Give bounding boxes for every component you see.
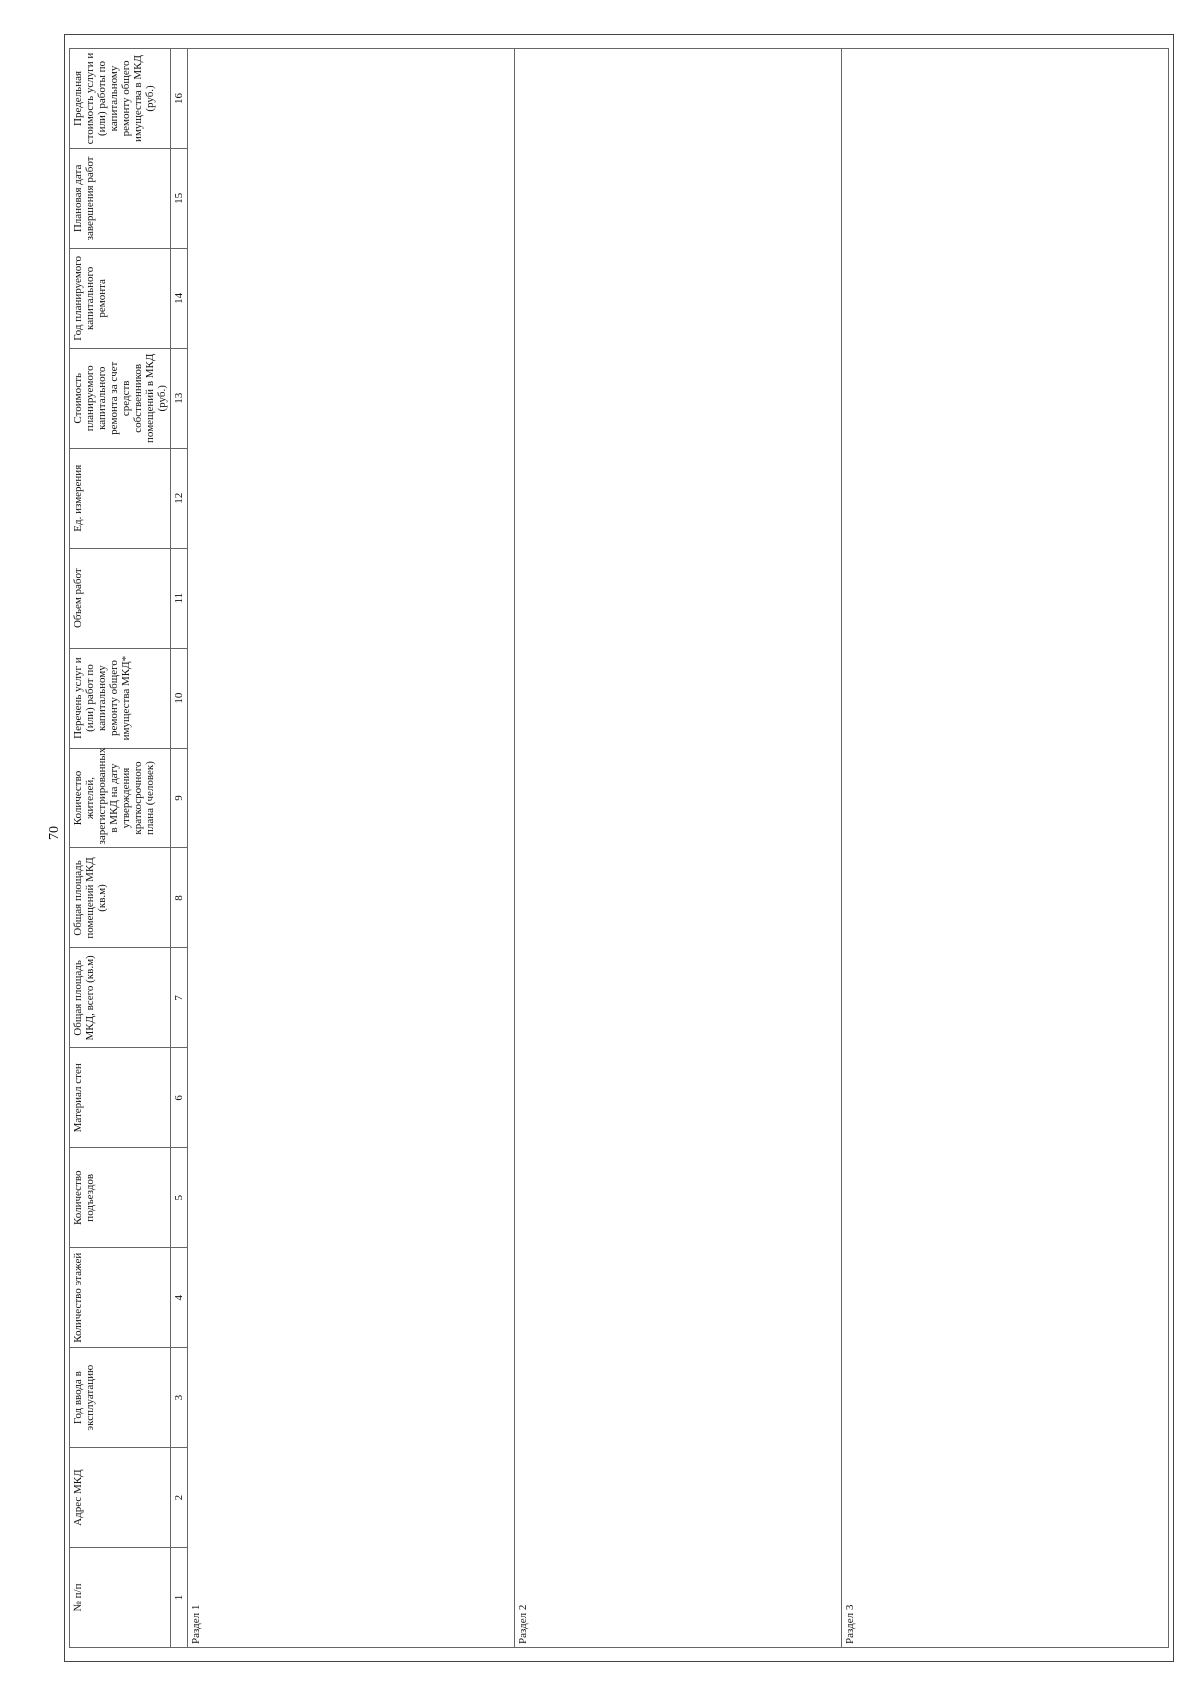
header-cell: Объем работ — [70, 548, 171, 648]
header-cell: Материал стен — [70, 1048, 171, 1148]
capital-repair-table — [69, 48, 1169, 1648]
header-row — [70, 49, 171, 1648]
column-number: 3 — [171, 1348, 188, 1448]
header-cell: Предельная стоимость услуги и (или) работы по капитальному ремонту общего имущества в МКД (руб.) — [70, 49, 171, 149]
section-label: Раздел 1 — [188, 49, 515, 1648]
header-cell: Ед. измерения — [70, 448, 171, 548]
header-cell: Адрес МКД — [70, 1448, 171, 1548]
section-row — [188, 49, 515, 1648]
header-cell: № п/п — [70, 1548, 171, 1648]
column-number: 15 — [171, 148, 188, 248]
column-number: 16 — [171, 49, 188, 149]
column-number: 4 — [171, 1248, 188, 1348]
header-cell: Перечень услуг и (или) работ по капитальному ремонту общего имущества МКД* — [70, 648, 171, 748]
header-cell: Год планируемого капитального ремонта — [70, 248, 171, 348]
column-number: 6 — [171, 1048, 188, 1148]
column-number: 11 — [171, 548, 188, 648]
header-cell: Количество этажей — [70, 1248, 171, 1348]
header-cell: Количество подъездов — [70, 1148, 171, 1248]
rotated-table-container — [69, 48, 1169, 1648]
column-number: 7 — [171, 948, 188, 1048]
column-number-row — [171, 49, 188, 1648]
header-cell: Год ввода в эксплуатацию — [70, 1348, 171, 1448]
column-number: 10 — [171, 648, 188, 748]
section-label: Раздел 3 — [842, 49, 1169, 1648]
column-number: 2 — [171, 1448, 188, 1548]
section-row — [515, 49, 842, 1648]
column-number: 14 — [171, 248, 188, 348]
column-number: 1 — [171, 1548, 188, 1648]
header-cell: Количество жителей, зарегистрированных в МКД на дату утверждения краткосрочного плана (человек) — [70, 748, 171, 848]
column-number: 5 — [171, 1148, 188, 1248]
header-cell: Общая площадь МКД, всего (кв.м) — [70, 948, 171, 1048]
table-frame — [64, 34, 1174, 1662]
section-row — [842, 49, 1169, 1648]
column-number: 8 — [171, 848, 188, 948]
column-number: 12 — [171, 448, 188, 548]
page-number: 70 — [47, 826, 62, 840]
column-number: 13 — [171, 348, 188, 448]
section-label: Раздел 2 — [515, 49, 842, 1648]
header-cell: Плановая дата завершения работ — [70, 148, 171, 248]
column-number: 9 — [171, 748, 188, 848]
header-cell: Общая площадь помещений МКД (кв.м) — [70, 848, 171, 948]
header-cell: Стоимость планируемого капитального ремонта за счет средств собственников помещений в МКД (руб.) — [70, 348, 171, 448]
